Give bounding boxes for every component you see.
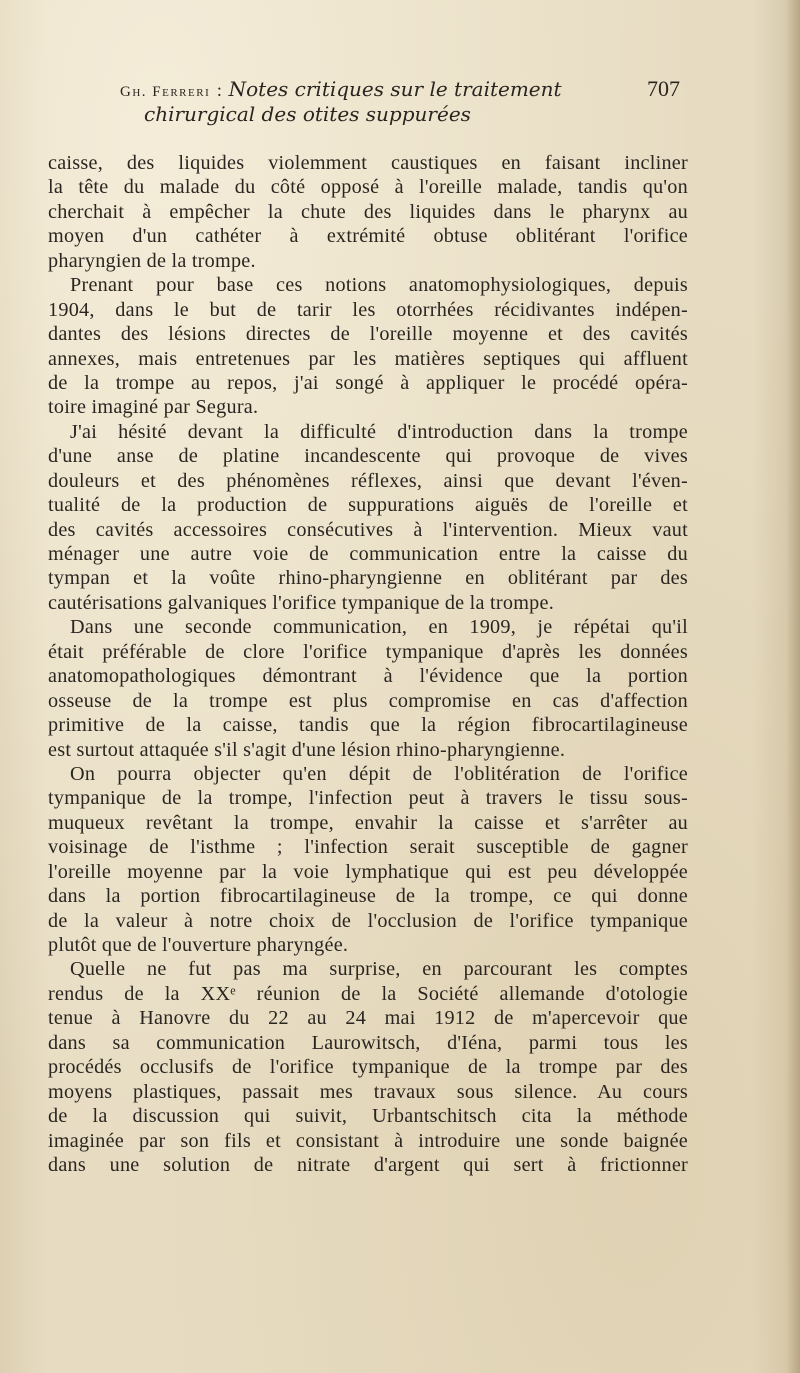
- text-line: la tête du malade du côté opposé à l'oreille malade, tandis qu'on: [48, 176, 688, 199]
- text-line: moyen d'un cathéter à extrémité obtuse oblitérant l'orifice: [48, 225, 688, 248]
- text-line: moyens plastiques, passait mes travaux sous silence. Au cours: [48, 1080, 688, 1103]
- text-line: tenue à Hanovre du 22 au 24 mai 1912 de m'apercevoir que: [48, 1007, 688, 1030]
- text-line: osseuse de la trompe est plus compromise en cas d'affection: [48, 689, 688, 712]
- text-line: anatomopathologiques démontrant à l'évidence que la portion: [48, 665, 688, 688]
- body-text: [48, 151, 688, 1177]
- text-line: plutôt que de l'ouverture pharyngée.: [48, 934, 349, 956]
- text-line: cherchait à empêcher la chute des liquides dans le pharynx au: [48, 200, 688, 223]
- text-line: tympan et la voûte rhino-pharyngienne en oblitérant par des: [48, 567, 688, 590]
- author-name: Gh. Ferreri: [120, 84, 211, 100]
- text-line: rendus de la XXᵉ réunion de la Société allemande d'otologie: [48, 982, 688, 1005]
- text-line: est surtout attaquée s'il s'agit d'une lésion rhino-pharyngienne.: [48, 738, 566, 761]
- text-line: muqueux revêtant la trompe, envahir la caisse et s'arrêter au: [48, 811, 688, 834]
- text-line: des cavités accessoires consécutives à l'intervention. Mieux vaut: [48, 518, 688, 541]
- text-line: imaginée par son fils et consistant à introduire une sonde baignée: [48, 1129, 688, 1152]
- text-line: primitive de la caisse, tandis que la région fibrocartilagineuse: [48, 714, 688, 737]
- text-line: douleurs et des phénomènes réflexes, ainsi que devant l'éven-: [48, 469, 688, 492]
- author-title-separator: :: [216, 80, 222, 100]
- text-line: procédés occlusifs de l'orifice tympanique de la trompe par des: [48, 1056, 688, 1079]
- page-edge-shadow: [786, 0, 800, 1373]
- text-line: dans sa communication Laurowitsch, d'Iéna, parmi tous les: [48, 1031, 688, 1054]
- text-line: tympanique de la trompe, l'infection peut à travers le tissu sous-: [48, 787, 688, 810]
- paragraph-first-line: Dans une seconde communication, en 1909, je répétai qu'il: [70, 616, 688, 639]
- text-line: toire imaginé par Segura.: [48, 396, 259, 419]
- text-line: tualité de la production de suppurations aiguës de l'oreille et: [48, 494, 688, 517]
- text-line: ménager une autre voie de communication entre la caisse du: [48, 543, 688, 565]
- text-line: d'une anse de platine incandescente qui provoque de vives: [48, 445, 688, 468]
- running-head-line-1: [120, 76, 690, 102]
- text-line: caisse, des liquides violemment caustiques en faisant incliner: [48, 152, 688, 174]
- text-line: de la valeur à notre choix de l'occlusion de l'orifice tympanique: [48, 909, 688, 932]
- page-number: 707: [647, 76, 680, 101]
- text-line: de la discussion qui suivit, Urbantschitsch cita la méthode: [48, 1105, 688, 1128]
- text-line: voisinage de l'isthme ; l'infection serait susceptible de gagner: [48, 836, 688, 859]
- paragraph-first-line: On pourra objecter qu'en dépit de l'oblitération de l'orifice: [70, 762, 688, 785]
- text-line: l'oreille moyenne par la voie lymphatique qui est peu développée: [48, 860, 688, 883]
- text-line: dans la portion fibrocartilagineuse de la trompe, ce qui donne: [48, 885, 688, 908]
- text-line: était préférable de clore l'orifice tympanique d'après les données: [48, 640, 688, 663]
- article-title-part-2: chirurgical des otites suppurées: [144, 102, 471, 126]
- paragraph-first-line: J'ai hésité devant la difficulté d'introduction dans la trompe: [70, 420, 688, 443]
- text-line: dans une solution de nitrate d'argent qui sert à frictionner: [48, 1153, 688, 1176]
- text-line: pharyngien de la trompe.: [48, 249, 256, 272]
- text-line: de la trompe au repos, j'ai songé à appliquer le procédé opéra-: [48, 371, 688, 394]
- paragraph-first-line: Prenant pour base ces notions anatomophysiologiques, depuis: [70, 274, 688, 297]
- text-line: dantes des lésions directes de l'oreille moyenne et des cavités: [48, 323, 688, 346]
- text-line: 1904, dans le but de tarir les otorrhées récidivantes indépen-: [48, 298, 688, 321]
- article-title-part-1: Notes critiques sur le traitement: [228, 77, 562, 101]
- text-line: annexes, mais entretenues par les matières septiques qui affluent: [48, 347, 688, 370]
- running-head: [120, 76, 690, 126]
- paragraph-first-line: Quelle ne fut pas ma surprise, en parcourant les comptes: [70, 958, 688, 981]
- text-line: cautérisations galvaniques l'orifice tympanique de la trompe.: [48, 591, 555, 614]
